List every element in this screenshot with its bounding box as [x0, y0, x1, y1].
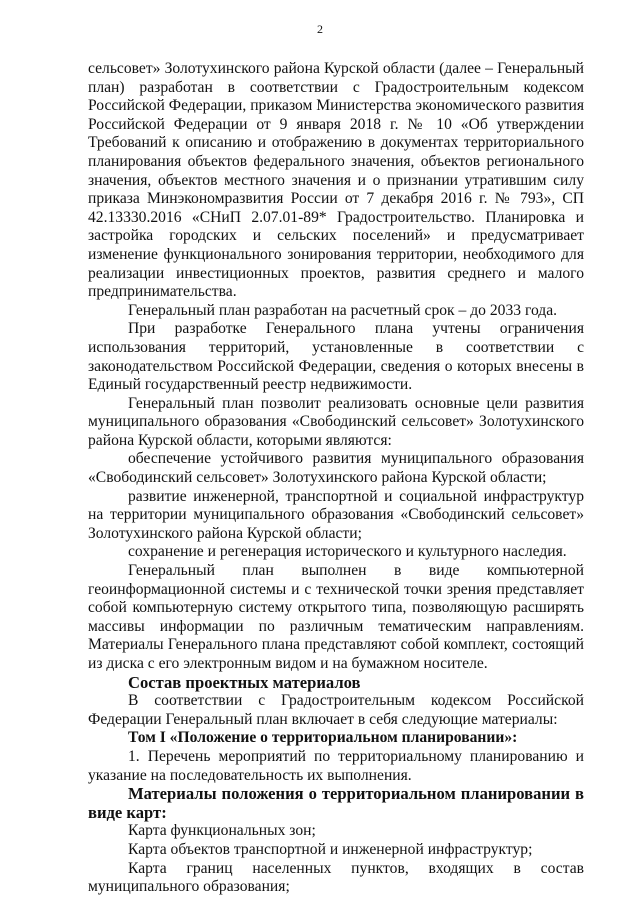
list-item-infrastructure: развитие инженерной, транспортной и социальной инфраструктур на территории муниципального образования «Свободинский сельсовет» Золотухинского района Курской области;: [88, 487, 584, 542]
paragraph-term: Генеральный план разработан на расчетный срок – до 2033 года.: [128, 301, 558, 319]
list-item-heritage: сохранение и регенерация исторического и культурного наследия.: [128, 543, 567, 561]
paragraph-goals: Генеральный план позволит реализовать основные цели развития муниципального образования «Свободинский сельсовет» Золотухинского района Курской области, которыми являются:: [88, 394, 584, 449]
section-heading-materials: Состав проектных материалов: [128, 672, 361, 692]
list-item-boundaries-map: Карта границ населенных пунктов, входящих в состав муниципального образования;: [88, 859, 584, 896]
paragraph-gis: Генеральный план выполнен в виде компьютерной геоинформационной системы и с технической точки зрения представляет собой компьютерную систему открытого типа, позволяющую расширять массивы информации по различным тематическим направлениям. Материалы Генерального плана представляют собой комплект, состоящий из диска с его электронным видом и на бумажном носителе.: [88, 562, 584, 672]
list-item-functional-zones-map: Карта функциональных зон;: [128, 822, 316, 840]
list-item-measures: 1. Перечень мероприятий по территориальному планированию и указание на последовательность их выполнения.: [88, 747, 584, 784]
volume-heading: Том I «Положение о территориальном планировании»:: [128, 729, 518, 747]
paragraph-intro: сельсовет» Золотухинского района Курской области (далее – Генеральный план) разработан в соответствии с Градостроительным кодексом Российской Федерации, приказом Министерства экономического развития Российской Федерации от 9 января 2018 г. № 10 «Об утверждении Требований к описанию и отображению в документах территориального планирования объектов федерального значения, объектов регионального значения, объектов местного значения и о признании утратившим силу приказа Минэкономразвития России от 7 декабря 2016 г. № 793», СП 42.13330.2016 «СНиП 2.07.01-89* Градостроительство. Планировка и застройка городских и сельских поселений» и предусматривает изменение функционального зонирования территории, необходимого для реализации инвестиционных проектов, развития среднего и малого предпринимательства.: [88, 60, 584, 301]
list-item-infrastructure-map: Карта объектов транспортной и инженерной инфраструктур;: [128, 840, 533, 858]
maps-heading: Материалы положения о территориальном планировании в виде карт:: [88, 784, 584, 822]
list-item-sustainable-development: обеспечение устойчивого развития муниципального образования «Свободинский сельсовет» Золотухинского района Курской области;: [88, 450, 584, 487]
paragraph-composition: В соответствии с Градостроительным кодексом Российской Федерации Генеральный план включает в себя следующие материалы:: [88, 692, 584, 728]
document-body: [88, 60, 584, 897]
paragraph-restrictions: При разработке Генерального плана учтены ограничения использования территорий, установленные в соответствии с законодательством Российской Федерации, сведения о которых внесены в Единый государственный реестр недвижимости.: [88, 320, 584, 394]
page-number: 2: [317, 22, 323, 36]
